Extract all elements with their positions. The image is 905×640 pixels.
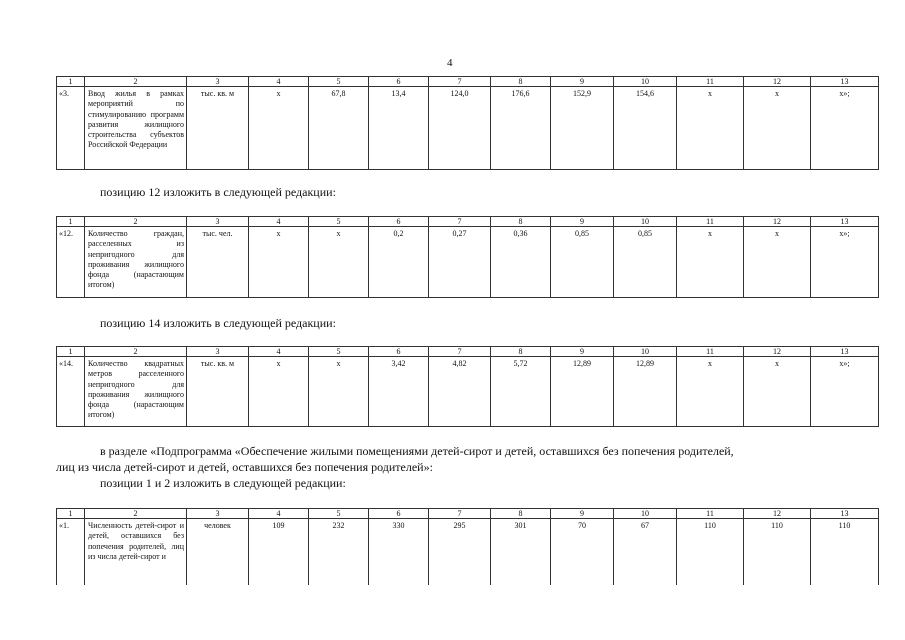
header-cell: 9	[551, 217, 614, 227]
value-cell: 67	[614, 519, 677, 585]
value-cell: х	[744, 227, 811, 298]
header-cell: 12	[744, 217, 811, 227]
unit-cell: тыс. кв. м	[187, 357, 249, 427]
unit-cell: тыс. чел.	[187, 227, 249, 298]
value-cell: 295	[429, 519, 491, 585]
data-table-positions-1-2	[56, 508, 879, 585]
indicator-name: Количество квадратных метров расселенного непригодного для проживания жилищного фонда (нарастающим итогом)	[85, 357, 187, 427]
header-cell: 9	[551, 347, 614, 357]
header-cell: 10	[614, 347, 677, 357]
value-cell: 0,2	[369, 227, 429, 298]
table-row	[57, 87, 879, 170]
value-cell: х	[677, 87, 744, 170]
value-cell: х	[249, 357, 309, 427]
header-row	[57, 217, 879, 227]
header-cell: 4	[249, 509, 309, 519]
header-cell: 1	[57, 217, 85, 227]
header-cell: 6	[369, 347, 429, 357]
header-cell: 10	[614, 509, 677, 519]
header-cell: 13	[811, 509, 879, 519]
value-cell: 110	[811, 519, 879, 585]
table-row	[57, 227, 879, 298]
header-cell: 1	[57, 347, 85, 357]
header-cell: 13	[811, 217, 879, 227]
value-cell: х»;	[811, 227, 879, 298]
data-table-position-12	[56, 216, 879, 298]
header-cell: 3	[187, 77, 249, 87]
header-cell: 8	[491, 509, 551, 519]
header-cell: 7	[429, 347, 491, 357]
header-cell: 3	[187, 217, 249, 227]
header-cell: 12	[744, 77, 811, 87]
header-row	[57, 77, 879, 87]
header-cell: 13	[811, 347, 879, 357]
header-cell: 8	[491, 217, 551, 227]
indicator-name: Численность детей-сирот и детей, оставшихся без попечения родителей, лиц из числа детей-сирот и	[85, 519, 187, 585]
table-row	[57, 519, 879, 585]
value-cell: х	[249, 87, 309, 170]
value-cell: х»;	[811, 357, 879, 427]
header-cell: 7	[429, 217, 491, 227]
header-cell: 8	[491, 77, 551, 87]
header-cell: 6	[369, 77, 429, 87]
value-cell: х	[744, 357, 811, 427]
header-cell: 8	[491, 347, 551, 357]
header-cell: 4	[249, 77, 309, 87]
header-cell: 5	[309, 509, 369, 519]
row-number: «1.	[57, 519, 85, 585]
header-cell: 5	[309, 347, 369, 357]
value-cell: 13,4	[369, 87, 429, 170]
header-cell: 6	[369, 217, 429, 227]
value-cell: х	[309, 357, 369, 427]
value-cell: 152,9	[551, 87, 614, 170]
value-cell: х	[677, 227, 744, 298]
header-cell: 12	[744, 509, 811, 519]
value-cell: х»;	[811, 87, 879, 170]
header-cell: 2	[85, 509, 187, 519]
header-cell: 11	[677, 347, 744, 357]
value-cell: 0,85	[551, 227, 614, 298]
data-table-position-14	[56, 346, 879, 427]
header-cell: 12	[744, 347, 811, 357]
header-cell: 9	[551, 509, 614, 519]
header-cell: 11	[677, 77, 744, 87]
unit-cell: человек	[187, 519, 249, 585]
header-cell: 13	[811, 77, 879, 87]
instruction-position-12: позицию 12 изложить в следующей редакции:	[100, 185, 336, 199]
header-cell: 7	[429, 509, 491, 519]
value-cell: 3,42	[369, 357, 429, 427]
header-cell: 10	[614, 217, 677, 227]
value-cell: 301	[491, 519, 551, 585]
header-cell: 7	[429, 77, 491, 87]
value-cell: 124,0	[429, 87, 491, 170]
value-cell: 4,82	[429, 357, 491, 427]
value-cell: х	[677, 357, 744, 427]
header-cell: 10	[614, 77, 677, 87]
header-cell: 2	[85, 347, 187, 357]
value-cell: 70	[551, 519, 614, 585]
header-cell: 6	[369, 509, 429, 519]
value-cell: х	[249, 227, 309, 298]
row-number: «3.	[57, 87, 85, 170]
row-number: «14.	[57, 357, 85, 427]
header-cell: 4	[249, 217, 309, 227]
header-row	[57, 509, 879, 519]
unit-cell: тыс. кв. м	[187, 87, 249, 170]
value-cell: 5,72	[491, 357, 551, 427]
header-row	[57, 347, 879, 357]
header-cell: 11	[677, 509, 744, 519]
header-cell: 4	[249, 347, 309, 357]
value-cell: 12,89	[614, 357, 677, 427]
header-cell: 1	[57, 77, 85, 87]
header-cell: 5	[309, 217, 369, 227]
section-instruction-line-1: в разделе «Подпрограмма «Обеспечение жилыми помещениями детей-сирот и детей, оставшихся без попечения родителей,	[100, 444, 734, 458]
value-cell: 109	[249, 519, 309, 585]
header-cell: 3	[187, 509, 249, 519]
value-cell: 12,89	[551, 357, 614, 427]
value-cell: 0,36	[491, 227, 551, 298]
value-cell: 154,6	[614, 87, 677, 170]
value-cell: 330	[369, 519, 429, 585]
value-cell: х	[744, 87, 811, 170]
value-cell: 176,6	[491, 87, 551, 170]
header-cell: 3	[187, 347, 249, 357]
value-cell: 110	[744, 519, 811, 585]
page-number: 4	[447, 57, 453, 69]
instruction-positions-1-2: позиции 1 и 2 изложить в следующей редакции:	[100, 476, 346, 490]
table-row	[57, 357, 879, 427]
section-instruction-line-2: лиц из числа детей-сирот и детей, оставшихся без попечения родителей»:	[56, 460, 433, 474]
header-cell: 9	[551, 77, 614, 87]
header-cell: 11	[677, 217, 744, 227]
instruction-position-14: позицию 14 изложить в следующей редакции:	[100, 316, 336, 330]
value-cell: х	[309, 227, 369, 298]
row-number: «12.	[57, 227, 85, 298]
value-cell: 67,8	[309, 87, 369, 170]
value-cell: 0,27	[429, 227, 491, 298]
header-cell: 2	[85, 217, 187, 227]
indicator-name: Ввод жилья в рамках мероприятий по стимулированию программ развития жилищного строительства субъектов Российской Федерации	[85, 87, 187, 170]
value-cell: 0,85	[614, 227, 677, 298]
header-cell: 2	[85, 77, 187, 87]
header-cell: 1	[57, 509, 85, 519]
value-cell: 232	[309, 519, 369, 585]
header-cell: 5	[309, 77, 369, 87]
indicator-name: Количество граждан, расселенных из непригодного для проживания жилищного фонда (нарастающим итогом)	[85, 227, 187, 298]
data-table-position-3	[56, 76, 879, 170]
value-cell: 110	[677, 519, 744, 585]
